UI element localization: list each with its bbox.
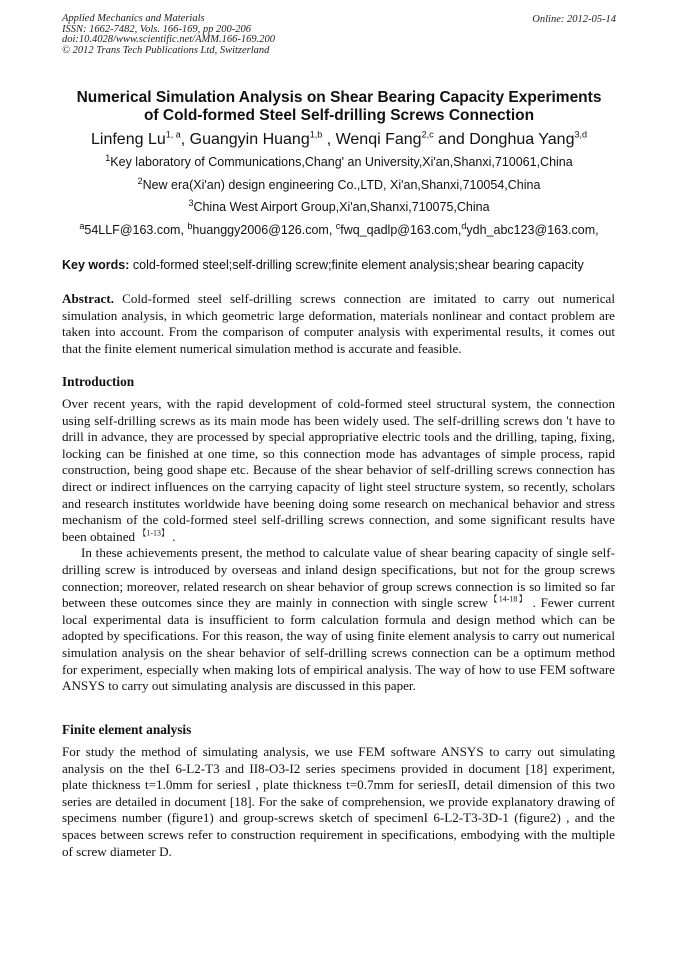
affiliation-sup: 3 [188,197,194,208]
abstract-text: Cold-formed steel self-drilling screws connection are imitated to carry out numerical simulation analysis, in which geometric large deformation, materials nonlinear and contact problem are taken into account. From the comparison of computer analysis with experimental results, it comes out that the finite element numerical simulation method is accurate and feasible. [62,291,615,356]
affiliation-text: China West Airport Group,Xi'an,Shanxi,710075,China [193,200,490,214]
email-sup: c [335,220,341,231]
affiliation-sup: 2 [137,175,143,186]
author-name: Donghua Yang [469,131,575,148]
keywords-text: cold-formed steel;self-drilling screw;finite element analysis;shear bearing capacity [129,258,584,272]
email: ydh_abc123@163.com, [466,223,599,237]
section-heading-introduction: Introduction [62,374,135,389]
email-sup: b [187,220,193,231]
abstract-label: Abstract. [62,291,114,306]
intro-p1-text: Over recent years, with the rapid development of cold-formed steel structural system, the connection using self-drilling screws as its main mode has been widely used. The self-drilling screws don 't have to drill in advance, they are processed by special appropriative electric tools and the drilling, taping, fixing, locking can be finished at one time, so this connection mode has advantages of simple process, rapid construction, being good shape etc. Because of the shear behavior of self-drilling screws connection has direct or indirect influences on the carrying capacity of light steel structure system, so recently, scholars and research institutes worldwide have beening doing some research on mechanical behavior and stress mechanism of the cold-formed steel self-drilling screws connection, and some significant results have been obtained [62,396,615,544]
paper-title [40,89,638,125]
author-separator: and [433,131,470,148]
intro-paragraph-1 [62,396,615,545]
online-date: Online: 2012-05-14 [532,14,616,25]
citation: 【1-13】 [138,528,170,538]
intro-p2-text: In these achievements present, the method to calculate value of shear bearing capacity of single self-drilling screw is introduced by overseas and inland design specifications, but not for the group screws connection; moreover, related research on shear behavior of group screws connection is so limited so far between these outcomes since they are mainly in connection with single screw [62,545,615,611]
author-separator: , [180,131,190,148]
affiliation-1 [40,152,638,169]
author-sup: 1,b [309,129,323,140]
fea-paragraph: For study the method of simulating analysis, we use FEM software ANSYS to carry out simulating analysis on the theI 6-L2-T3 and II8-O3-I2 series specimens provided in document [18] experiment, plate thickness t=1.0mm for seriesI , plate thickness t=0.7mm for seriesII, detail dimension of this two series are detailed in document [18]. For the sake of comprehension, we provide explanatory drawing of specimens number (figure1) and group-screws sketch of specimenI 6-L2-T3-3D-1 (figure2) , and the spaces between screws refer to construction requirement in specifications, embodying with the multiple of screw diameter D. [62,744,615,859]
title-line-2: of Cold-formed Steel Self-drilling Screws Connection [143,107,535,124]
email: fwq_qadlp@163.com, [340,223,462,237]
email: 54LLF@163.com, [84,223,188,237]
issn-line: ISSN: 1662-7482, Vols. 166-169, pp 200-206 [62,23,251,35]
copyright-line: © 2012 Trans Tech Publications Ltd, Switzerland [62,44,270,56]
email-line [40,220,638,237]
intro-p2-text-cont: . Fewer current local experimental data is insufficient to form calculation formula and design method which can be adopted by specifications. For this reason, the way of using finite element analysis to carry out numerical simulation analysis on the shear behavior of self-drilling screws connection can be a optimum method for experiment, especially when making lots of empirical analysis. The way of how to use FEM software ANSYS to carry out simulating analysis are discussed in this paper. [62,595,615,694]
affiliation-sup: 1 [105,152,111,163]
author-name: Guangyin Huang [189,131,310,148]
email-sup: a [79,220,85,231]
section-heading-fea: Finite element analysis [62,722,192,737]
affiliation-3 [40,197,638,214]
intro-p1-end: . [169,528,176,544]
author-name: Linfeng Lu [91,131,166,148]
keywords-label: Key words: [62,258,130,272]
author-list [40,131,638,149]
author-sup: 2,c [421,129,434,140]
email-sup: d [461,220,467,231]
intro-paragraph-2 [62,545,615,694]
journal-header [62,14,275,56]
affiliation-text: New era(Xi'an) design engineering Co.,LTD, Xi'an,Shanxi,710054,China [142,178,541,192]
affiliation-text: Key laboratory of Communications,Chang' an University,Xi'an,Shanxi,710061,China [110,155,573,169]
author-sup: 3,d [574,129,587,140]
doi-line: doi:10.4028/www.scientific.net/AMM.166-169.200 [62,34,275,45]
citation: 【14-18】 [488,594,529,604]
journal-name: Applied Mechanics and Materials [62,13,205,24]
title-line-1: Numerical Simulation Analysis on Shear Bearing Capacity Experiments [76,89,602,106]
author-sup: 1, a [165,129,181,140]
email: huanggy2006@126.com, [192,223,336,237]
affiliation-2 [40,175,638,192]
introduction-body [62,396,615,695]
keywords [62,258,584,272]
author-separator: , [322,131,336,148]
abstract [62,291,615,357]
author-name: Wenqi Fang [335,131,422,148]
